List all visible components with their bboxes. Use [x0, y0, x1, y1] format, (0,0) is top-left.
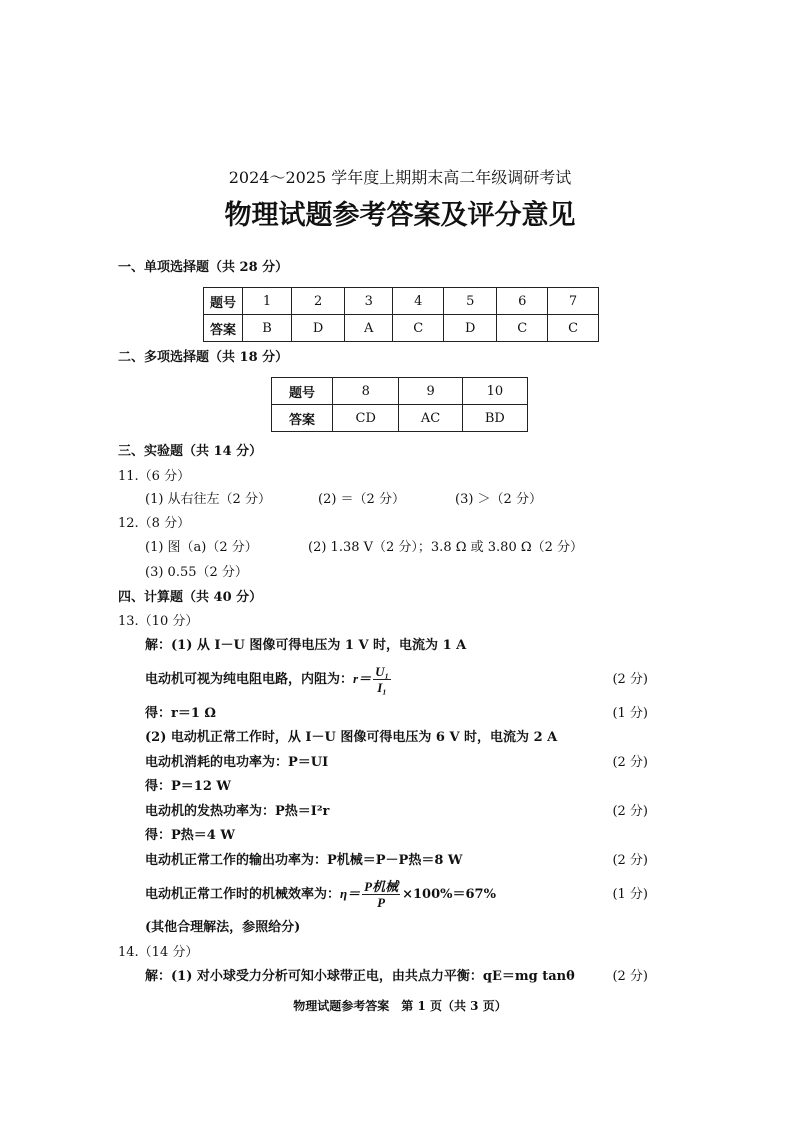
- fraction: [373, 664, 391, 695]
- q14-line: 解：(1) 对小球受力分析可知小球带正电，由共点力平衡：qE＝mg tanθ: [145, 969, 575, 984]
- q12-answer-3: (3) 0.55（2 分）: [145, 565, 248, 580]
- table-cell: 答案: [204, 315, 243, 342]
- table-cell: 9: [399, 378, 462, 405]
- q13-line: 电动机正常工作的输出功率为：P机械＝P－P热＝8 W: [145, 853, 463, 868]
- denominator: I₁: [377, 680, 387, 695]
- table-cell: BD: [462, 405, 527, 432]
- numerator: U₁: [375, 664, 389, 679]
- table-cell: 题号: [204, 288, 243, 315]
- q13-line: 得：P热＝4 W: [145, 828, 235, 843]
- table-cell: D: [444, 315, 497, 342]
- fraction: [362, 879, 400, 910]
- section-1-title: 一、单项选择题（共 28 分）: [118, 260, 289, 275]
- single-choice-table: [203, 287, 599, 342]
- table-cell: 2: [292, 288, 345, 315]
- q11-answer-1: (1) 从右往左（2 分）: [145, 492, 271, 507]
- formula: η＝: [340, 886, 361, 901]
- table-cell: CD: [333, 405, 399, 432]
- table-cell: 7: [548, 288, 599, 315]
- section-3-title: 三、实验题（共 14 分）: [118, 444, 263, 459]
- table-cell: 答案: [272, 405, 333, 432]
- table-cell: B: [243, 315, 292, 342]
- score: (2 分): [612, 755, 648, 770]
- q11-answer-3: (3) ＞（2 分）: [455, 492, 542, 507]
- table-cell: C: [497, 315, 548, 342]
- table-row: [204, 315, 599, 342]
- score: (2 分): [612, 853, 648, 868]
- table-cell: A: [345, 315, 393, 342]
- score: (2 分): [612, 804, 648, 819]
- q13-line: 电动机消耗的电功率为：P＝UI: [145, 755, 329, 770]
- score: (1 分): [612, 887, 648, 902]
- q12-answer-2: (2) 1.38 V（2 分）；3.8 Ω 或 3.80 Ω（2 分）: [308, 540, 584, 555]
- q13-head: 13.（10 分）: [118, 614, 199, 629]
- score: (2 分): [612, 672, 648, 687]
- numerator: P机械: [364, 879, 399, 894]
- page-footer: 物理试题参考答案 第 1 页（共 3 页）: [293, 999, 507, 1013]
- q13-line: [145, 662, 393, 697]
- q13-line: 电动机的发热功率为：P热＝I²r: [145, 804, 330, 819]
- denominator: P: [377, 895, 386, 910]
- table-cell: AC: [399, 405, 462, 432]
- q11-head: 11.（6 分）: [118, 469, 191, 484]
- table-cell: 1: [243, 288, 292, 315]
- q13-line: 得：r＝1 Ω: [145, 706, 216, 721]
- table-cell: 8: [333, 378, 399, 405]
- formula: r＝: [353, 671, 372, 686]
- table-cell: D: [292, 315, 345, 342]
- table-cell: 4: [393, 288, 444, 315]
- table-cell: 6: [497, 288, 548, 315]
- formula: ×100%＝67%: [402, 887, 496, 902]
- table-cell: 5: [444, 288, 497, 315]
- text: 电动机可视为纯电阻电路，内阻为：: [145, 672, 354, 687]
- score: (2 分): [612, 969, 648, 984]
- q14-head: 14.（14 分）: [118, 945, 199, 960]
- table-cell: 10: [462, 378, 527, 405]
- table-row: [204, 288, 599, 315]
- q13-line: (2) 电动机正常工作时，从 I－U 图像可得电压为 6 V 时，电流为 2 A: [145, 730, 558, 745]
- text: 电动机正常工作时的机械效率为：: [145, 887, 341, 902]
- q11-answer-2: (2) ＝（2 分）: [318, 492, 405, 507]
- table-cell: 题号: [272, 378, 333, 405]
- section-4-title: 四、计算题（共 40 分）: [118, 590, 263, 605]
- section-2-title: 二、多项选择题（共 18 分）: [118, 350, 289, 365]
- q13-line: 解：(1) 从 I－U 图像可得电压为 1 V 时，电流为 1 A: [145, 638, 467, 653]
- exam-subtitle: 2024～2025 学年度上期期末高二年级调研考试: [228, 168, 572, 187]
- table-cell: 3: [345, 288, 393, 315]
- table-row: [272, 405, 528, 432]
- table-cell: C: [393, 315, 444, 342]
- q13-line: [145, 877, 496, 912]
- q13-note: (其他合理解法，参照给分): [145, 920, 301, 935]
- page-title: 物理试题参考答案及评分意见: [224, 200, 576, 231]
- q12-head: 12.（8 分）: [118, 516, 191, 531]
- q13-line: 得：P＝12 W: [145, 779, 231, 794]
- q12-answer-1: (1) 图（a)（2 分）: [145, 540, 258, 555]
- table-row: [272, 378, 528, 405]
- table-cell: C: [548, 315, 599, 342]
- multi-choice-table: [271, 377, 528, 432]
- score: (1 分): [612, 706, 648, 721]
